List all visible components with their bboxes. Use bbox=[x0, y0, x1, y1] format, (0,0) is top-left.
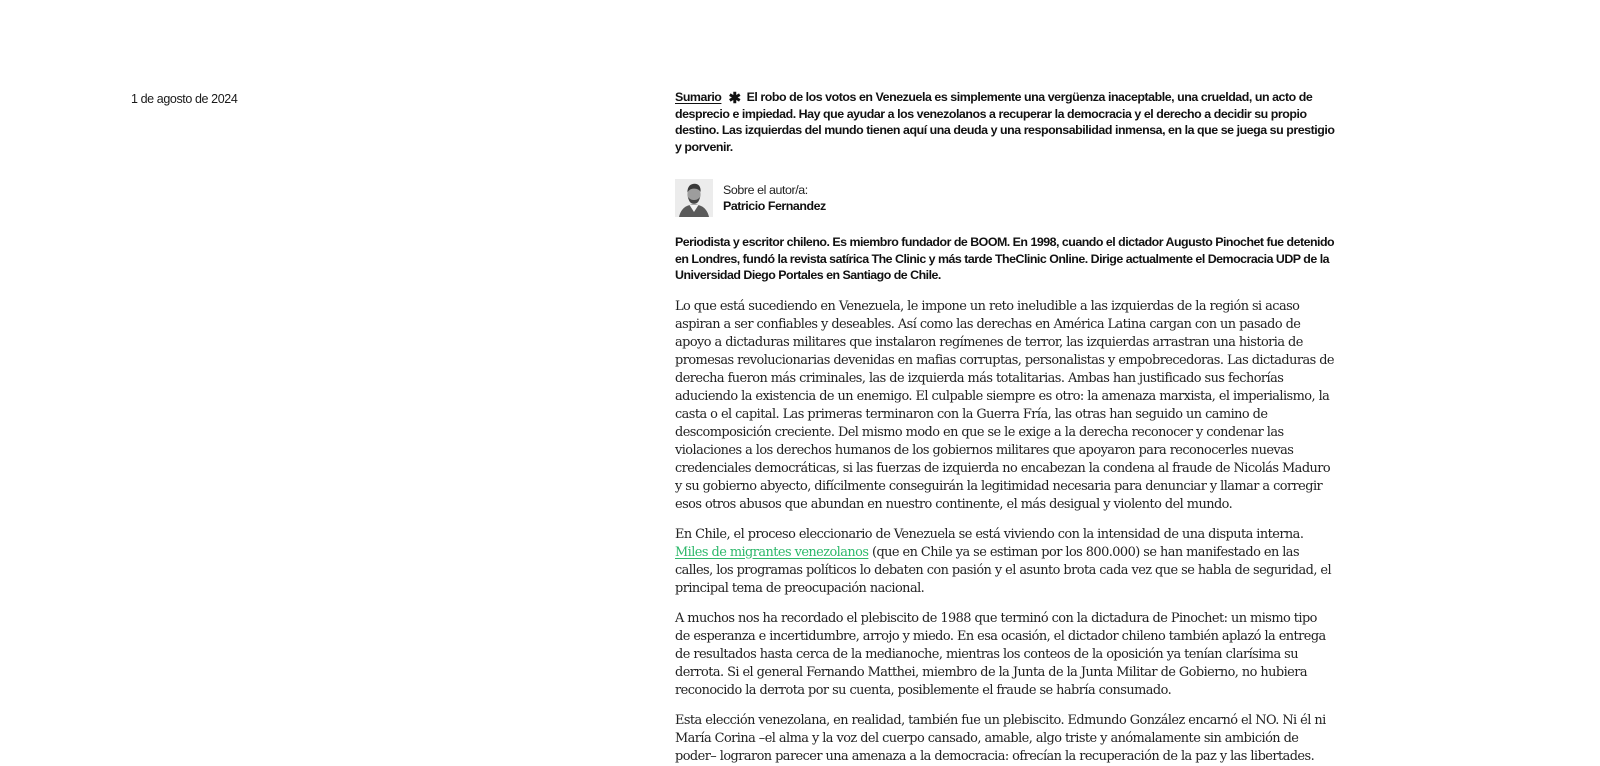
paragraph-2-intro: En Chile, el proceso eleccionario de Venezuela se está viviendo con la intensidad de una disputa interna. bbox=[675, 526, 1304, 542]
author-text bbox=[723, 182, 826, 214]
author-name[interactable]: Patricio Fernandez bbox=[723, 199, 826, 213]
author-block bbox=[675, 182, 1335, 222]
asterisk-icon: ✱ bbox=[728, 90, 741, 107]
paragraph-2-rest: (que en Chile ya se estiman por los 800.000) se han manifestado en las calles, los programas políticos lo debaten con pasión y el asunto brota cada vez que se habla de seguridad, el principal tema de preocupación nacional. bbox=[675, 544, 1332, 596]
migrants-link[interactable]: Miles de migrantes venezolanos bbox=[675, 544, 869, 560]
author-avatar[interactable] bbox=[675, 179, 713, 217]
author-bio: Periodista y escritor chileno. Es miembro fundador de BOOM. En 1998, cuando el dictador Augusto Pinochet fue detenido en Londres, fundó la revista satírica The Clinic y más tarde TheClinic Online. Dirige actualmente el Democracia UDP de la Universidad Diego Portales en Santiago de Chile. bbox=[675, 235, 1335, 282]
paragraph-4: Esta elección venezolana, en realidad, también fue un plebiscito. Edmundo González encarnó el NO. Ni él ni María Corina –el alma y la voz del cuerpo cansado, amable, algo triste y anómalamente sin ambición de poder– lograron parecer una amenaza a la democracia: ofrecían la recuperación de la paz y las libertades. bbox=[675, 712, 1326, 764]
author-kicker: Sobre el autor/a: bbox=[723, 183, 808, 197]
paragraph-2 bbox=[675, 526, 1335, 598]
paragraph-1: Lo que está sucediendo en Venezuela, le impone un reto ineludible a las izquierdas de la región si acaso aspiran a ser confiables y deseables. Así como las derechas en América Latina cargan con un pasado de apoyo a dictaduras militares que instalaron regímenes de terror, las izquierdas arrastran una historia de promesas revolucionarias devenidas en mafias corruptas, personalistas y empobrecedoras. Las dictaduras de derecha fueron más criminales, las de izquierda más totalitarias. Ambas han justificado sus fechorías aduciendo la existencia de un enemigo. El culpable siempre es otro: la amenaza marxista, el imperialismo, la casta o el capital. Las primeras terminaron con la Guerra Fría, las otras han seguido un camino de descomposición creciente. Del mismo modo en que se le exige a la derecha reconocer y condenar las violaciones a los derechos humanos de los gobiernos militares que apoyaron para reconocerles nuevas credenciales democráticas, si las fuerzas de izquierda no encabezan la condena al fraude de Nicolás Maduro y su gobierno abyecto, difícilmente conseguirán la legitimidad necesaria para denunciar y llamar a corregir esos otros abusos que abundan en nuestro continente, el más desigual y violento del mundo. bbox=[675, 298, 1335, 512]
author-photo-icon bbox=[675, 179, 713, 217]
summary bbox=[675, 89, 1335, 155]
article-column bbox=[675, 89, 1335, 766]
paragraph-3: A muchos nos ha recordado el plebiscito de 1988 que terminó con la dictadura de Pinochet: un mismo tipo de esperanza e incertidumbre, arrojo y miedo. En esa ocasión, el dictador chileno también aplazó la entrega de resultados hasta cerca de la medianoche, mientras los conteos de la oposición ya tenían clarísima su derrota. Si el general Fernando Matthei, miembro de la Junta de la Junta Militar de Gobierno, no hubiera reconocido la derrota por su cuenta, posiblemente el fraude se habría consumado. bbox=[675, 610, 1326, 698]
summary-label[interactable]: Sumario bbox=[675, 90, 722, 104]
summary-text: El robo de los votos en Venezuela es simplemente una vergüenza inaceptable, una crueldad, un acto de desprecio e impiedad. Hay que ayudar a los venezolanos a recuperar la democracia y el derecho a decidir su propio destino. Las izquierdas del mundo tienen aquí una deuda y una responsabilidad inmensa, en la que se juega su prestigio y porvenir. bbox=[675, 90, 1335, 154]
article-date: 1 de agosto de 2024 bbox=[131, 92, 238, 106]
